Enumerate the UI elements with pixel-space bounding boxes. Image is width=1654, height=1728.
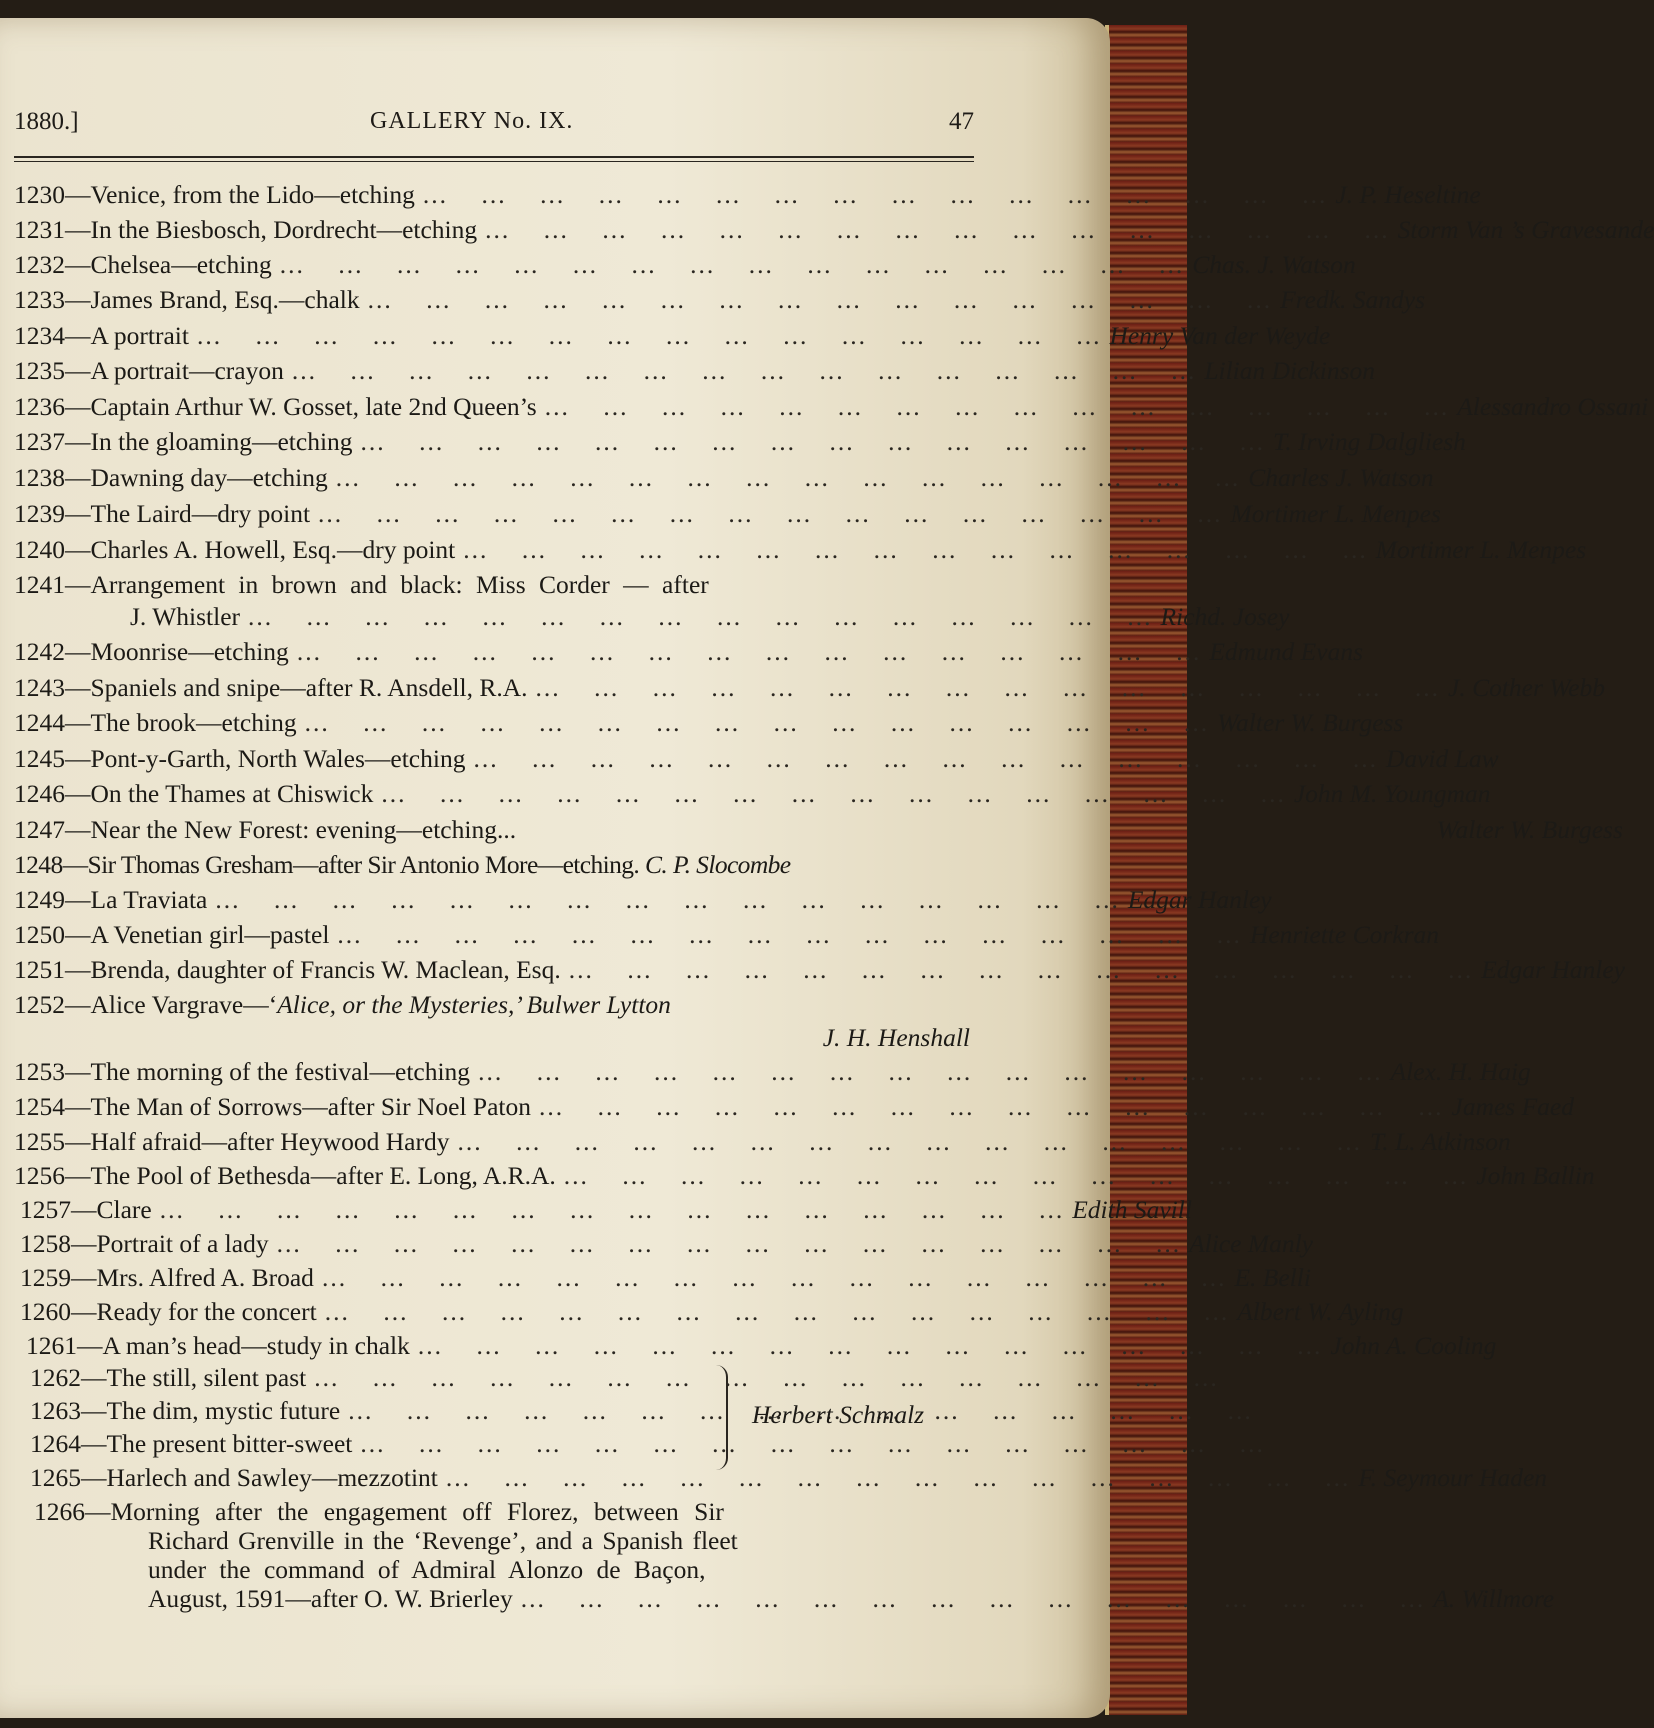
- catalogue-entry: [14, 180, 1481, 214]
- entry-title: 1258—Portrait of a lady: [20, 1229, 269, 1258]
- catalogue-entry: [30, 1363, 640, 1397]
- entry-title: 1234—A portrait: [14, 321, 189, 350]
- entry-artist: C. P. Slocombe: [644, 850, 791, 879]
- catalogue-entry: [14, 1127, 1511, 1161]
- entry-title: 1247—Near the New Forest: evening—etching...: [14, 815, 517, 844]
- entry-number: 1264: [30, 1429, 81, 1458]
- catalogue-entry: [14, 356, 1376, 390]
- entry-title-continued: Richard Grenville in the ‘Revenge’, and a Spanish fleet: [148, 1526, 738, 1555]
- catalogue-entry: [14, 499, 1441, 533]
- leader-dots: [381, 779, 1286, 809]
- entry-title: 1235—A portrait—crayon: [14, 356, 284, 385]
- entry-artist: Charles J. Watson: [1248, 463, 1434, 492]
- entry-title: 1253—The morning of the festival—etching: [14, 1057, 471, 1086]
- entry-title: 1241—Arrangement in brown and black: Miss Corder — after: [14, 570, 709, 599]
- leader-dots: [569, 955, 1474, 985]
- leader-dots: [463, 535, 1368, 565]
- entry-artist: Edgar Hanley: [1481, 955, 1625, 984]
- leader-dots: [197, 321, 1102, 351]
- entry-title: 1236—Captain Arthur W. Gosset, late 2nd Queen’s: [14, 392, 537, 421]
- entry-number: 1237: [14, 427, 65, 456]
- entry-number: 1260: [20, 1297, 71, 1326]
- entry-number: 1265: [30, 1463, 81, 1492]
- entry-number: 1259: [20, 1263, 71, 1292]
- entry-artist: Richd. Josey: [1160, 602, 1290, 631]
- entry-number: 1243: [14, 673, 65, 702]
- entry-title: 1248—Sir Thomas Gresham—after Sir Antonio More—etching. C. P. Slocombe: [14, 850, 791, 879]
- entry-artist: Edith Savill: [1072, 1195, 1192, 1224]
- leader-dots: [457, 1127, 1362, 1157]
- catalogue-entry-continued: [130, 602, 1290, 636]
- entry-title: 1254—The Man of Sorrows—after Sir Noel Paton: [14, 1092, 531, 1121]
- leader-dots: [564, 1161, 1469, 1191]
- entry-title: 1238—Dawning day—etching: [14, 463, 328, 492]
- entry-artist: Henry Van der Weyde: [1109, 321, 1331, 350]
- leader-dots: [337, 920, 1242, 950]
- entry-title-continued: under the command of Admiral Alonzo de Baçon,: [148, 1555, 706, 1584]
- entry-artist: Mortimer L. Menpes: [1375, 535, 1587, 564]
- entry-number: 1244: [14, 708, 65, 737]
- catalogue-entry: [14, 779, 1491, 813]
- catalogue-entry: [20, 1195, 1192, 1229]
- entry-number: 1246: [14, 779, 65, 808]
- catalogue-entry: [14, 815, 1623, 849]
- entry-title: 1242—Moonrise—etching: [14, 637, 289, 666]
- entry-number: 1266: [34, 1497, 85, 1526]
- grouping-brace: [712, 1365, 728, 1470]
- catalogue-entry: [14, 1057, 1531, 1091]
- catalogue-entry: [30, 1429, 640, 1463]
- catalogue-entry: [14, 463, 1434, 497]
- entry-title: 1239—The Laird—dry point: [14, 499, 311, 528]
- entry-number: 1256: [14, 1161, 65, 1190]
- entry-title: 1249—La Traviata: [14, 885, 208, 914]
- catalogue-entry: [14, 1161, 1595, 1195]
- entry-artist: T. L. Atkinson: [1369, 1127, 1511, 1156]
- entry-number: 1233: [14, 285, 65, 314]
- entry-number: 1253: [14, 1057, 65, 1086]
- entry-artist: John M. Youngman: [1293, 779, 1491, 808]
- leader-dots: [318, 499, 1223, 529]
- entry-artist: David Law: [1385, 744, 1499, 773]
- entry-title: 1231—In the Biesbosch, Dordrecht—etching: [14, 215, 478, 244]
- catalogue-entry: [14, 850, 971, 884]
- entry-title: 1266—Morning after the engagement off Florez, between Sir: [34, 1497, 724, 1526]
- entry-artist: J. H. Henshall: [822, 1023, 970, 1052]
- leader-dots: [297, 637, 1202, 667]
- entry-artist: Lilian Dickinson: [1204, 356, 1376, 385]
- entry-number: 1236: [14, 392, 65, 421]
- entry-artist: Alex. H. Haig: [1390, 1057, 1531, 1086]
- entry-title: 1250—A Venetian girl—pastel: [14, 920, 330, 949]
- catalogue-entry: [14, 920, 1440, 954]
- leader-dots: [280, 250, 1185, 280]
- entry-title: 1230—Venice, from the Lido—etching: [14, 180, 415, 209]
- entry-artist: James Faed: [1451, 1092, 1574, 1121]
- leader-dots: [423, 180, 1328, 210]
- entry-number: 1238: [14, 463, 65, 492]
- entry-title: 1252—Alice Vargrave—‘Alice, or the Mysteries,’ Bulwer Lytton: [14, 990, 671, 1019]
- entry-number: 1241: [14, 570, 65, 599]
- entry-artist: Walter W. Burgess: [1217, 708, 1404, 737]
- catalogue-entry: [14, 955, 1625, 989]
- entry-number: 1257: [20, 1195, 71, 1224]
- leader-dots: [473, 744, 1378, 774]
- catalogue-entry: [20, 1229, 1313, 1263]
- header-year: 1880.]: [14, 108, 79, 135]
- catalogue-entry: [14, 427, 1466, 461]
- catalogue-entry: [14, 673, 1605, 707]
- leader-dots: [545, 392, 1450, 422]
- entry-number: 1234: [14, 321, 65, 350]
- entry-artist: A. Willmore: [1433, 1584, 1555, 1613]
- catalogue-entry: [30, 1463, 1548, 1497]
- entry-number: 1262: [30, 1363, 81, 1392]
- catalogue-entry: [14, 535, 1587, 569]
- leader-dots: [314, 1363, 1219, 1393]
- entry-title-continued: J. Whistler: [130, 602, 241, 631]
- entry-number: 1245: [14, 744, 65, 773]
- entry-title: 1260—Ready for the concert: [20, 1297, 317, 1326]
- leader-dots: [248, 602, 1153, 632]
- catalogue-entry: [14, 285, 1426, 319]
- leader-dots: [418, 1331, 1323, 1361]
- catalogue-entry: [14, 744, 1499, 778]
- leader-dots: [485, 215, 1390, 245]
- catalogue-entry-continued: [148, 1584, 1555, 1618]
- leader-dots: [361, 427, 1266, 457]
- catalogue-entry: [30, 1396, 640, 1430]
- entry-artist: Henriette Corkran: [1249, 920, 1440, 949]
- entry-artist: Edmund Evans: [1209, 637, 1363, 666]
- entry-title: 1243—Spaniels and snipe—after R. Ansdell, R.A.: [14, 673, 528, 702]
- entry-title: 1244—The brook—etching: [14, 708, 297, 737]
- catalogue-entry: [26, 1331, 1497, 1365]
- entry-title: 1233—James Brand, Esq.—chalk: [14, 285, 360, 314]
- catalogue-entry: [20, 1297, 1404, 1331]
- leader-dots: [305, 708, 1210, 738]
- entry-title: 1256—The Pool of Bethesda—after E. Long, A.R.A.: [14, 1161, 556, 1190]
- entry-artist: Albert W. Ayling: [1237, 1297, 1404, 1326]
- leader-dots: [277, 1229, 1182, 1259]
- entry-title: 1245—Pont-y-Garth, North Wales—etching: [14, 744, 466, 773]
- catalogue-entry: [14, 250, 1356, 284]
- entry-artist: Alice Manly: [1189, 1229, 1313, 1258]
- entry-artist: E. Belli: [1234, 1263, 1311, 1292]
- entry-number: 1230: [14, 180, 65, 209]
- catalogue-entry: [14, 215, 1654, 249]
- entry-artist: F. Seymour Haden: [1358, 1463, 1548, 1492]
- entry-number: 1258: [20, 1229, 71, 1258]
- catalogue-entry: [14, 570, 971, 604]
- entry-title: 1263—The dim, mystic future: [30, 1396, 341, 1425]
- entry-title: 1261—A man’s head—study in chalk: [26, 1331, 410, 1360]
- entry-artist: J. P. Heseltine: [1335, 180, 1481, 209]
- leader-dots: [322, 1263, 1227, 1293]
- catalogue-entry: [14, 392, 1649, 426]
- entry-artist: Walter W. Burgess: [1436, 815, 1623, 844]
- entry-number: 1235: [14, 356, 65, 385]
- catalogue-entry: [14, 1092, 1574, 1126]
- leader-dots: [539, 1092, 1444, 1122]
- entry-number: 1263: [30, 1396, 81, 1425]
- entry-artist: J. Cother Webb: [1448, 673, 1605, 702]
- entry-title: 1265—Harlech and Sawley—mezzotint: [30, 1463, 438, 1492]
- entry-title: 1257—Clare: [20, 1195, 152, 1224]
- entry-title: 1251—Brenda, daughter of Francis W. Maclean, Esq.: [14, 955, 561, 984]
- entry-number: 1250: [14, 920, 65, 949]
- leader-dots: [292, 356, 1197, 386]
- entry-number: 1242: [14, 637, 65, 666]
- entry-number: 1231: [14, 215, 65, 244]
- entry-title: 1262—The still, silent past: [30, 1363, 307, 1392]
- leader-dots: [536, 673, 1441, 703]
- header-title: GALLERY No. IX.: [370, 108, 574, 134]
- entry-title: 1255—Half afraid—after Heywood Hardy: [14, 1127, 450, 1156]
- catalogue-entry: [20, 1263, 1311, 1297]
- entry-artist: John A. Cooling: [1330, 1331, 1497, 1360]
- entry-number: 1239: [14, 499, 65, 528]
- entry-title-continued: August, 1591—after O. W. Brierley: [148, 1584, 513, 1613]
- leader-dots: [160, 1195, 1065, 1225]
- entry-number: 1252: [14, 990, 65, 1019]
- group-artist: Herbert Schmalz: [752, 1400, 925, 1429]
- entry-title: 1232—Chelsea—etching: [14, 250, 272, 279]
- catalogue-entry: [14, 321, 1331, 355]
- entry-number: 1261: [26, 1331, 77, 1360]
- entry-number: 1255: [14, 1127, 65, 1156]
- entry-title: 1240—Charles A. Howell, Esq.—dry point: [14, 535, 456, 564]
- entry-artist: Storm Van ’s Gravesande: [1397, 215, 1654, 244]
- entry-number: 1249: [14, 885, 65, 914]
- leader-dots: [478, 1057, 1383, 1087]
- leader-dots: [521, 1584, 1426, 1614]
- entry-number: 1251: [14, 955, 65, 984]
- leader-dots: [446, 1463, 1351, 1493]
- catalogue-entry: [14, 708, 1404, 742]
- catalogue-entry: [14, 990, 971, 1024]
- entry-number: 1247: [14, 815, 65, 844]
- leader-dots: [336, 463, 1241, 493]
- entry-number: 1248: [14, 850, 63, 879]
- entry-artist: Chas. J. Watson: [1192, 250, 1356, 279]
- entry-title: 1237—In the gloaming—etching: [14, 427, 353, 456]
- entry-artist: John Ballin: [1476, 1161, 1595, 1190]
- catalogue-entry: [14, 637, 1363, 671]
- leader-dots: [325, 1297, 1230, 1327]
- entry-title: 1259—Mrs. Alfred A. Broad: [20, 1263, 314, 1292]
- leader-dots: [215, 885, 1120, 915]
- entry-number: 1240: [14, 535, 65, 564]
- entry-title: 1264—The present bitter-sweet: [30, 1429, 353, 1458]
- entry-title: 1246—On the Thames at Chiswick: [14, 779, 374, 808]
- leader-dots: [368, 285, 1273, 315]
- entry-artist: Fredk. Sandys: [1280, 285, 1426, 314]
- entry-artist: Mortimer L. Menpes: [1230, 499, 1441, 528]
- entry-number: 1232: [14, 250, 65, 279]
- entry-number: 1254: [14, 1092, 65, 1121]
- catalogue-entry: [14, 885, 1272, 919]
- entry-artist: Edgar Hanley: [1127, 885, 1272, 914]
- page-number: 47: [949, 108, 974, 135]
- entry-artist: T. Irving Dalgliesh: [1273, 427, 1466, 456]
- entry-artist: Alessandro Ossani: [1457, 392, 1649, 421]
